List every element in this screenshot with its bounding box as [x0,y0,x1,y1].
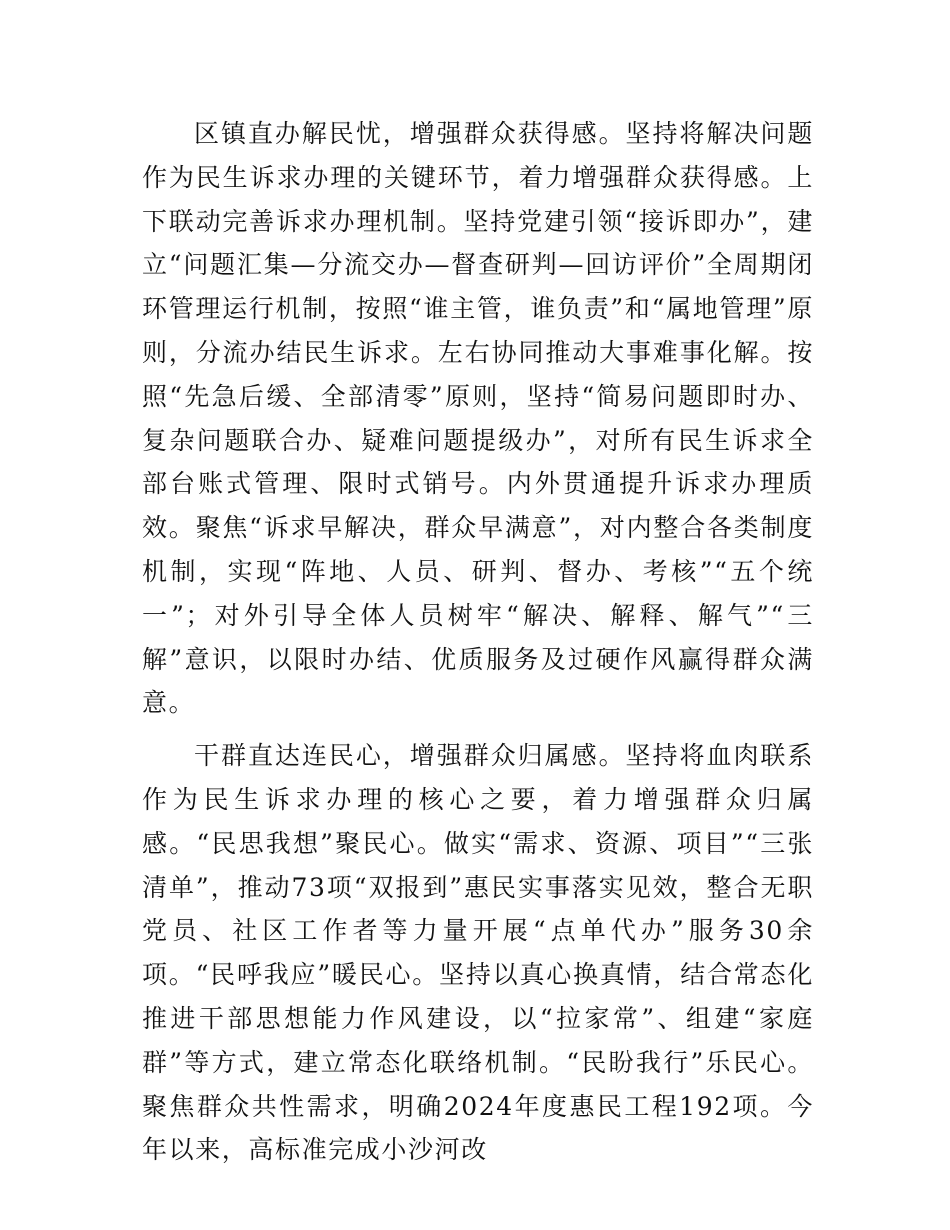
body-paragraph-1: 区镇直办解民忧，增强群众获得感。坚持将解决问题作为民生诉求办理的关键环节，着力增强群众获得感。上下联动完善诉求办理机制。坚持党建引领“接诉即办”，建立“问题汇集—分流交办—督查研判—回访评价”全周期闭环管理运行机制，按照“谁主管，谁负责”和“属地管理”原则，分流办结民生诉求。左右协同推动大事难事化解。按照“先急后缓、全部清零”原则，坚持“简易问题即时办、复杂问题联合办、疑难问题提级办”，对所有民生诉求全部台账式管理、限时式销号。内外贯通提升诉求办理质效。聚焦“诉求早解决，群众早满意”，对内整合各类制度机制，实现“阵地、人员、研判、督办、考核”“五个统一”；对外引导全体人员树牢“解决、解释、解气”“三解”意识，以限时办结、优质服务及过硬作风赢得群众满意。 [142,119,814,718]
body-paragraph-2: 干群直达连民心，增强群众归属感。坚持将血肉联系作为民生诉求办理的核心之要，着力增强群众归属感。“民思我想”聚民心。做实“需求、资源、项目”“三张清单”，推动73项“双报到”惠民实事落实见效，整合无职党员、社区工作者等力量开展“点单代办”服务30余项。“民呼我应”暖民心。坚持以真心换真情，结合常态化推进干部思想能力作风建设，以“拉家常”、组建“家庭群”等方式，建立常态化联络机制。“民盼我行”乐民心。聚焦群众共性需求，明确2024年度惠民工程192项。今年以来，高标准完成小沙河改 [142,741,814,1165]
